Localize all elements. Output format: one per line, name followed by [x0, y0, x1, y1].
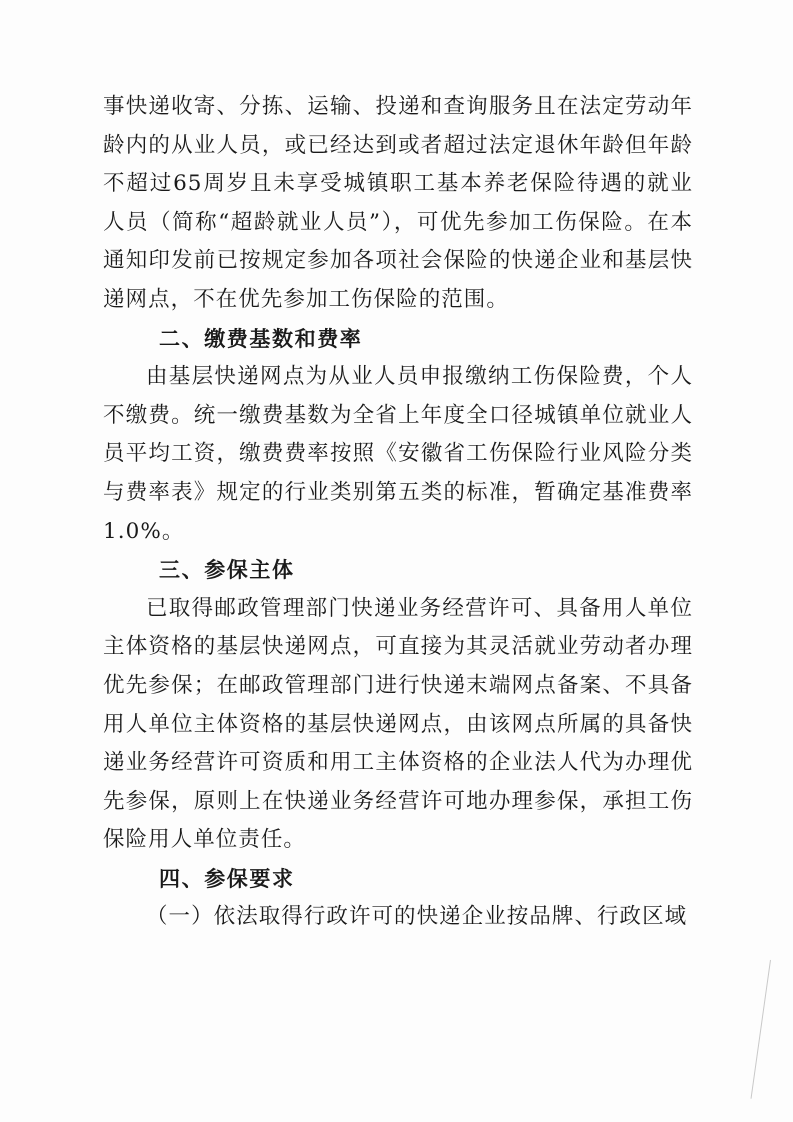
paragraph-contribution: 由基层快递网点为从业人员申报缴纳工伤保险费，个人不缴费。统一缴费基数为全省上年度全口径城镇单位就业人员平均工资，缴费费率按照《安徽省工伤保险行业风险分类与费率表》规定的行业类别第五类的标准，暂确定基准费率1.0%。: [103, 364, 693, 544]
paragraph-requirements-1: （一）依法取得行政许可的快递企业按品牌、行政区域: [146, 904, 688, 930]
section-heading-contribution: 二、缴费基数和费率: [159, 326, 363, 351]
paragraph-insured-entity: 已取得邮政管理部门快递业务经营许可、具备用人单位主体资格的基层快递网点，可直接为其灵活就业劳动者办理优先参保；在邮政管理部门进行快递末端网点备案、不具备用人单位主体资格的基层快递网点，由该网点所属的具备快递业务经营许可资质和用工主体资格的企业法人代为办理优先参保，原则上在快递业务经营许可地办理参保，承担工伤保险用人单位责任。: [103, 595, 693, 853]
paragraph-eligibility: 事快递收寄、分拣、运输、投递和查询服务且在法定劳动年龄内的从业人员，或已经达到或者超过法定退休年龄但年龄不超过65周岁且未享受城镇职工基本养老保险待遇的就业人员（简称“超龄就业人员”），可优先参加工伤保险。在本通知印发前已按规定参加各项社会保险的快递企业和基层快递网点，不在优先参加工伤保险的范围。: [103, 94, 693, 312]
document-body: [103, 88, 693, 937]
section-heading-requirements: 四、参保要求: [159, 866, 295, 891]
section-heading-insured-entity: 三、参保主体: [159, 558, 295, 583]
scan-edge-line: [751, 960, 771, 1099]
